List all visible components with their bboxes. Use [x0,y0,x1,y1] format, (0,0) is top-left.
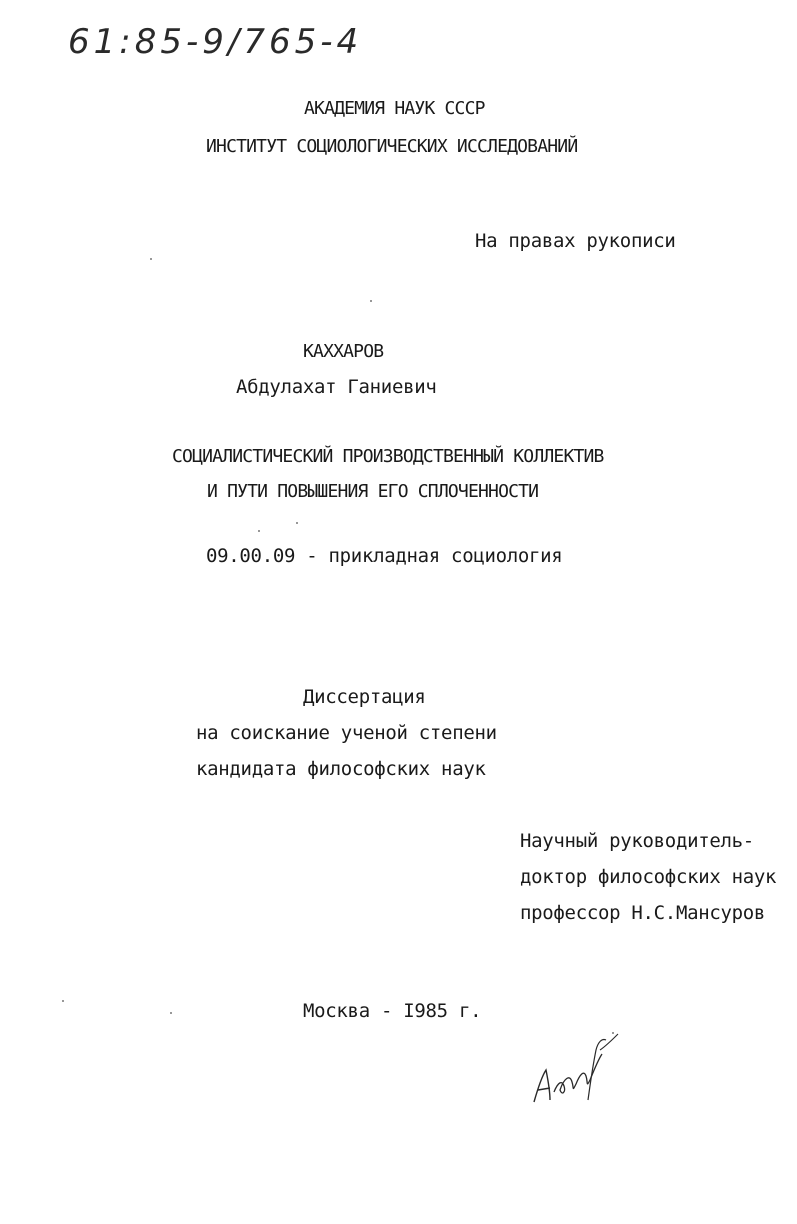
scan-speck [258,530,260,532]
supervisor-line-1: Научный руководитель- [520,830,754,852]
dissertation-title-line-1: СОЦИАЛИСТИЧЕСКИЙ ПРОИЗВОДСТВЕННЫЙ КОЛЛЕКТИВ [172,446,604,467]
degree-line-3: кандидата философских наук [196,758,486,780]
author-signature [528,1030,628,1110]
author-surname: КАХХАРОВ [303,341,384,362]
degree-line-1: Диссертация [303,686,426,708]
supervisor-line-3: профессор Н.С.Мансуров [520,902,766,924]
scan-speck [370,300,372,302]
supervisor-line-2: доктор философских наук [520,866,777,888]
scan-speck [150,258,152,260]
specialty-code: 09.00.09 - прикладная социология [206,545,563,567]
shelf-mark: 61:85-9/765-4 [68,22,363,62]
scan-speck [62,1000,64,1002]
scan-speck [612,1032,614,1034]
dissertation-title-line-2: И ПУТИ ПОВЫШЕНИЯ ЕГО СПЛОЧЕННОСТИ [207,481,539,502]
place-and-year: Москва - I985 г. [303,1000,482,1022]
institute-name: ИНСТИТУТ СОЦИОЛОГИЧЕСКИХ ИССЛЕДОВАНИЙ [206,136,578,157]
scan-speck [296,522,298,524]
degree-line-2: на соискание ученой степени [196,722,497,744]
author-given-names: Абдулахат Ганиевич [236,376,437,398]
manuscript-rights-note: На правах рукописи [475,230,676,252]
academy-name: АКАДЕМИЯ НАУК СССР [304,98,485,119]
scan-speck [170,1012,172,1014]
